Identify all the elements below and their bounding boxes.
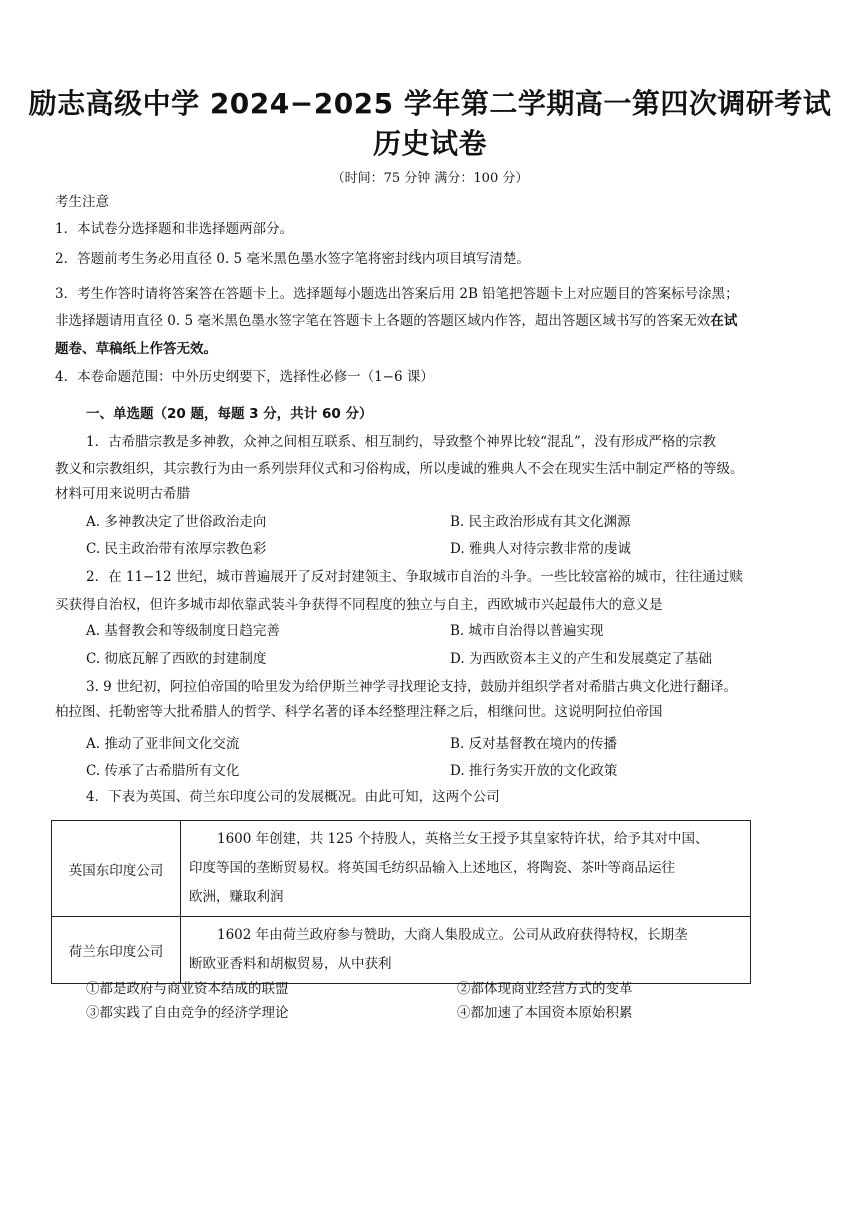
q3-option-b: B. 反对基督教在境内的传播 [450,736,618,752]
q3-option-d: D. 推行务实开放的文化政策 [450,763,618,779]
q3-option-c: C. 传承了古希腊所有文化 [86,763,240,779]
q2-option-a: A. 基督教会和等级制度日趋完善 [86,623,280,639]
table-row [52,821,751,917]
q2-option-d: D. 为西欧资本主义的产生和发展奠定了基础 [450,651,712,667]
q4-stem: 4．下表为英国、荷兰东印度公司的发展概况。由此可知，这两个公司 [86,789,500,805]
table-cell-company: 英国东印度公司 [52,821,181,917]
time-score-info: （时间：75 分钟 满分：100 分） [331,171,529,186]
q1-stem-line-1: 1．古希腊宗教是多神教，众神之间相互联系、相互制约，导致整个神界比较“混乱”，没有形成严格的宗教 [86,434,716,450]
q4-statement-2: ②都体现商业经营方式的变革 [457,981,633,997]
subject-title: 历史试卷 [372,127,487,160]
q1-option-c: C. 民主政治带有浓厚宗教色彩 [86,541,267,557]
description-line: 1602 年由荷兰政府参与赞助，大商人集股成立。公司从政府获得特权，长期垄 [217,927,688,943]
q1-option-d: D. 雅典人对待宗教非常的虔诚 [450,541,631,557]
q4-statement-1: ①都是政府与商业资本结成的联盟 [86,981,289,997]
q2-option-b: B. 城市自治得以普遍实现 [450,623,604,639]
description-line: 印度等国的垄断贸易权。将英国毛纺织品输入上述地区，将陶瓷、茶叶等商品运往 [189,860,675,876]
q3-stem-line-1: 3. 9 世纪初，阿拉伯帝国的哈里发为给伊斯兰神学寻找理论支持，鼓励并组织学者对希腊古典文化进行翻译。 [86,679,738,695]
notice-item-1: 1．本试卷分选择题和非选择题两部分。 [55,221,294,237]
q3-option-a: A. 推动了亚非间文化交流 [86,736,240,752]
table-row [52,917,751,984]
q1-option-b: B. 民主政治形成有其文化渊源 [450,514,631,530]
notice-item-4: 4．本卷命题范围：中外历史纲要下，选择性必修一（1−6 课） [55,369,434,385]
q4-statement-3: ③都实践了自由竞争的经济学理论 [86,1005,289,1021]
table-cell-description [181,821,751,917]
notice-item-3-line-1: 3．考生作答时请将答案答在答题卡上。选择题每小题选出答案后用 2B 铅笔把答题卡上对应题目的答案标号涂黑； [55,286,739,302]
q1-stem-line-3: 材料可用来说明古希腊 [55,486,190,502]
exam-title: 励志高级中学 2024−2025 学年第二学期高一第四次调研考试 [28,87,832,120]
notice-item-2: 2．答题前考生务必用直径 0. 5 毫米黑色墨水签字笔将密封线内项目填写清楚。 [55,251,530,267]
q2-stem-line-1: 2．在 11−12 世纪，城市普遍展开了反对封建领主、争取城市自治的斗争。一些比较富裕的城市，往往通过赎 [86,569,743,585]
q2-stem-line-2: 买获得自治权，但许多城市却依靠武装斗争获得不同程度的独立与自主，西欧城市兴起最伟大的意义是 [55,597,663,613]
section-heading: 一、单选题（20 题，每题 3 分，共计 60 分） [86,406,373,422]
notice-item-3-line-2 [55,312,737,330]
q2-option-c: C. 彻底瓦解了西欧的封建制度 [86,651,267,667]
company-comparison-table [51,820,751,984]
notice-item-3-line-2-text: 非选择题请用直径 0. 5 毫米黑色墨水签字笔在答题卡上各题的答题区域内作答，超出答题区域书写的答案无效 [55,313,711,329]
q1-option-a: A. 多神教决定了世俗政治走向 [86,514,267,530]
table-cell-company: 荷兰东印度公司 [52,917,181,984]
q3-stem-line-2: 柏拉图、托勒密等大批希腊人的哲学、科学名著的译本经整理注释之后，相继问世。这说明阿拉伯帝国 [55,704,663,720]
description-line: 欧洲，赚取利润 [189,889,284,905]
notice-item-3-emphasis-b: 题卷、草稿纸上作答无效。 [55,341,217,357]
q1-stem-line-2: 教义和宗教组织，其宗教行为由一系列崇拜仪式和习俗构成，所以虔诚的雅典人不会在现实生活中制定严格的等级。 [55,461,744,477]
notice-heading: 考生注意 [55,194,109,210]
notice-item-3-emphasis-a: 在试 [710,313,738,329]
q4-statement-4: ④都加速了本国资本原始积累 [457,1005,633,1021]
description-line: 1600 年创建，共 125 个持股人，英格兰女王授予其皇家特许状，给予其对中国、 [217,831,709,847]
table-cell-description [181,917,751,984]
description-line: 断欧亚香料和胡椒贸易，从中获利 [189,956,392,972]
